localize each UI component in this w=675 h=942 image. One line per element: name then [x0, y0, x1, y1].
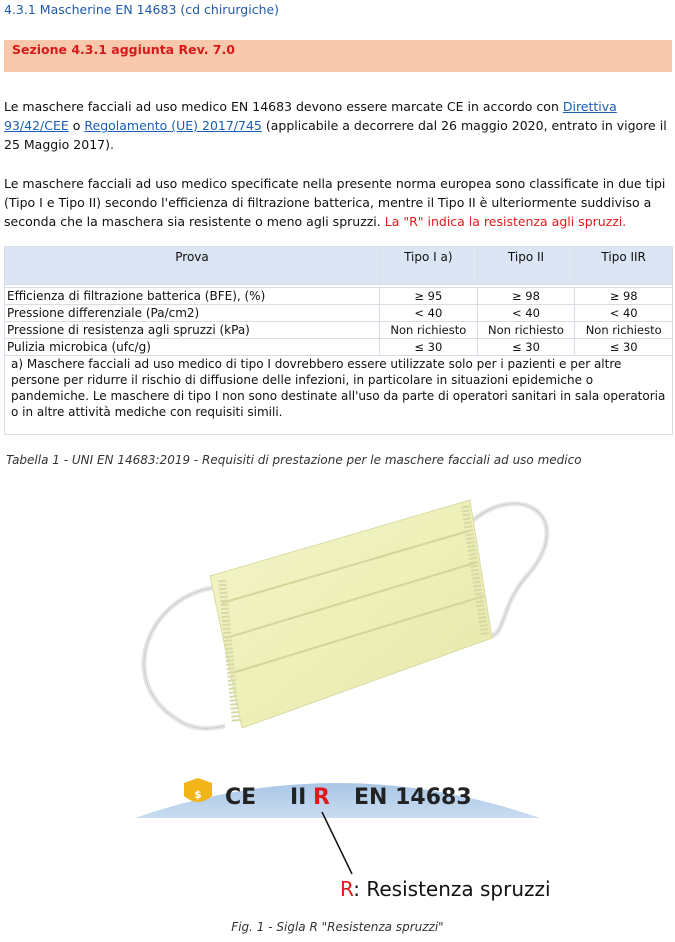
cell-value: Non richiesto — [477, 322, 575, 339]
header-prova: Prova — [5, 247, 380, 285]
section-title: 4.3.1 Mascherine EN 14683 (cd chirurgiche) — [4, 2, 280, 17]
cell-value: ≤ 30 — [575, 339, 673, 356]
row-label: Pressione di resistenza agli spruzzi (kPa) — [5, 322, 380, 339]
cell-value: ≤ 30 — [380, 339, 478, 356]
row-label: Pulizia microbica (ufc/g) — [5, 339, 380, 356]
ear-loop-left — [144, 588, 225, 728]
table-header-row — [5, 247, 673, 285]
cell-value: ≥ 98 — [575, 288, 673, 305]
marking-norm: EN 14683 — [354, 785, 472, 810]
cell-value: ≥ 95 — [380, 288, 478, 305]
requirements-table — [4, 246, 673, 435]
directive-link[interactable]: Direttiva 93/42/CEE — [4, 99, 617, 133]
cell-value: Non richiesto — [575, 322, 673, 339]
paragraph2-text: Le maschere facciali ad uso medico specificate nella presente norma europea sono classificate in due tipi (Tipo I e Tipo II) secondo l'efficienza di filtrazione batterica, mentre il Tipo II è ulteriormente suddiviso a seconda che la maschera sia resistente o meno agli spruzzi. — [4, 176, 666, 229]
header-tipo-ii: Tipo II — [477, 247, 575, 285]
row-label: Pressione differenziale (Pa/cm2) — [5, 305, 380, 322]
table-row — [5, 288, 673, 305]
revision-banner-text: Sezione 4.3.1 aggiunta Rev. 7.0 — [12, 42, 235, 57]
paragraph1-text: Le maschere facciali ad uso medico EN 14683 devono essere marcate CE in accordo con — [4, 99, 563, 114]
marking-type: II — [290, 785, 307, 810]
regulation-link[interactable]: Regolamento (UE) 2017/745 — [84, 118, 262, 133]
cell-value: Non richiesto — [380, 322, 478, 339]
svg-text:$: $ — [194, 788, 202, 801]
paragraph1-or: o — [68, 118, 85, 133]
paragraph-classification — [4, 174, 672, 231]
table-row — [5, 322, 673, 339]
marking-ce: CE — [225, 785, 257, 810]
mask-body — [210, 500, 492, 728]
row-label: Efficienza di filtrazione batterica (BFE), (%) — [5, 288, 380, 305]
cell-value: < 40 — [575, 305, 673, 322]
mask-figure — [0, 478, 675, 918]
table-row — [5, 339, 673, 356]
cell-value: < 40 — [380, 305, 478, 322]
table-caption: Tabella 1 - UNI EN 14683:2019 - Requisiti di prestazione per le maschere facciali ad uso medico — [6, 453, 582, 467]
cell-value: ≥ 98 — [477, 288, 575, 305]
header-tipo-iir: Tipo IIR — [575, 247, 673, 285]
paragraph1-tail: (applicabile a decorrere dal 26 maggio 2020, entrato in vigore il 25 Maggio 2017). — [4, 118, 667, 152]
table-row — [5, 305, 673, 322]
shield-icon — [184, 778, 212, 802]
callout-line — [322, 812, 352, 874]
cell-value: < 40 — [477, 305, 575, 322]
paragraph-ce-marking — [4, 97, 672, 154]
table-note: a) Maschere facciali ad uso medico di tipo I dovrebbero essere utilizzate solo per i pazienti e per altre persone per ridurre il rischio di diffusione delle infezioni, in particolare in situazioni epidemiche o pandemiche. Le maschere di tipo I non sono destinate all'uso da parte di operatori sanitari in sala operatoria o in altre attività mediche con requisiti simili. — [5, 356, 673, 435]
revision-banner — [4, 40, 672, 72]
table-note-row — [5, 356, 673, 435]
cell-value: ≤ 30 — [477, 339, 575, 356]
header-tipo-i: Tipo I a) — [380, 247, 478, 285]
marking-r: R — [313, 785, 330, 810]
figure-caption: Fig. 1 - Sigla R "Resistenza spruzzi" — [231, 920, 444, 934]
paragraph2-highlight: La "R" indica la resistenza agli spruzzi. — [384, 214, 627, 229]
callout-label: R: Resistenza spruzzi — [340, 877, 551, 901]
